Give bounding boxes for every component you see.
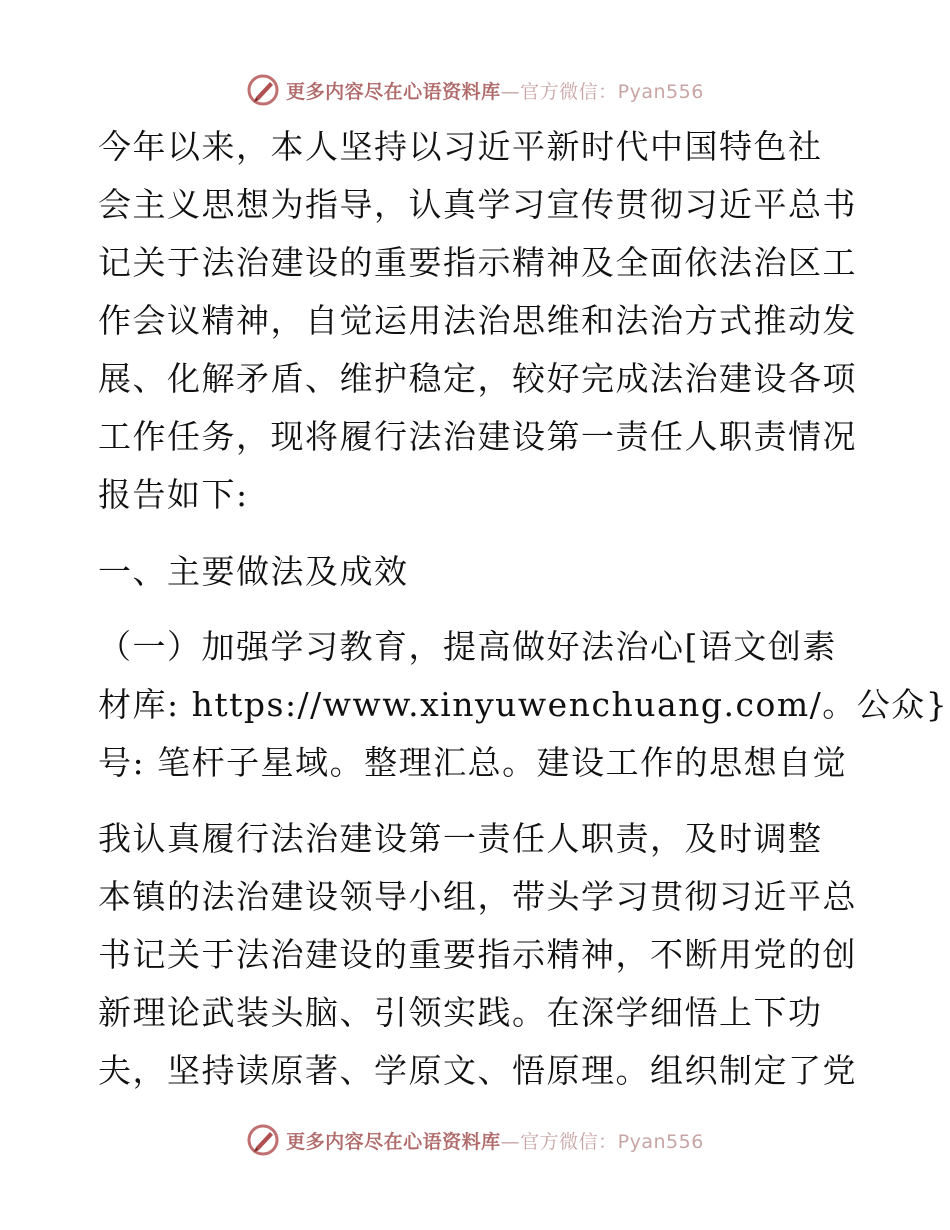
pen-logo-icon — [246, 73, 280, 107]
text-line-6: 工作任务，现将履行法治建设第一责任人职责情况 — [98, 417, 857, 456]
header-watermark-banner — [0, 70, 950, 110]
text-line-10: 材库: https://www.xinyuwenchuang.com/。公众} — [98, 685, 949, 724]
text-line-7: 报告如下: — [98, 475, 249, 514]
text-line-5: 展、化解矛盾、维护稳定，较好完成法治建设各项 — [98, 359, 857, 398]
header-watermark-text — [286, 77, 704, 104]
footer-watermark-rest: —官方微信：Pyan556 — [500, 1130, 704, 1153]
text-line-1: 今年以来，本人坚持以习近平新时代中国特色社 — [98, 127, 823, 166]
subsection-heading: （一）加强学习教育，提高做好法治心[语文创素 — [98, 627, 837, 666]
text-line-4: 作会议精神，自觉运用法治思维和法治方式推动发 — [98, 301, 857, 340]
section-heading: 一、主要做法及成效 — [98, 552, 409, 591]
header-watermark-main: 更多内容尽在心语资料库 — [286, 80, 501, 103]
header-watermark-rest: —官方微信：Pyan556 — [500, 80, 704, 103]
pen-logo-icon — [246, 1123, 280, 1157]
footer-watermark-main: 更多内容尽在心语资料库 — [286, 1130, 501, 1153]
text-line-13: 本镇的法治建设领导小组，带头学习贯彻习近平总 — [98, 877, 857, 916]
footer-watermark-text — [286, 1127, 704, 1154]
text-line-14: 书记关于法治建设的重要指示精神，不断用党的创 — [98, 935, 857, 974]
text-line-16: 夫，坚持读原著、学原文、悟原理。组织制定了党 — [98, 1051, 857, 1090]
text-line-11: 号: 笔杆子星域。整理汇总。建设工作的思想自觉 — [98, 743, 848, 782]
text-line-2: 会主义思想为指导，认真学习宣传贯彻习近平总书 — [98, 185, 857, 224]
text-line-15: 新理论武装头脑、引领实践。在深学细悟上下功 — [98, 993, 823, 1032]
text-line-3: 记关于法治建设的重要指示精神及全面依法治区工 — [98, 243, 857, 282]
text-line-12: 我认真履行法治建设第一责任人职责，及时调整 — [98, 819, 823, 858]
footer-watermark-banner — [0, 1120, 950, 1160]
